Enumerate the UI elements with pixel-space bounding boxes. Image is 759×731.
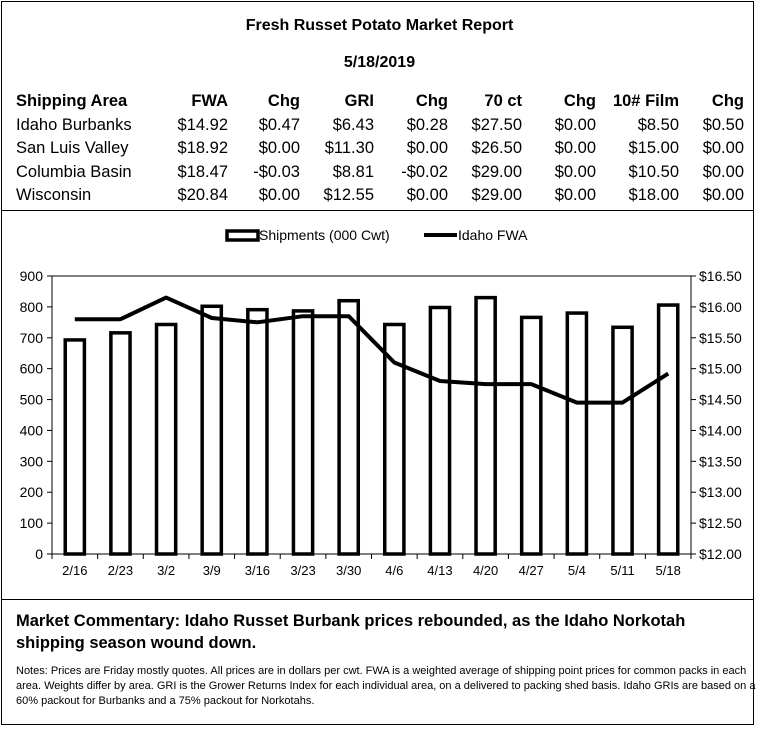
x-axis-tick-label: 5/11: [610, 563, 635, 578]
cell: -$0.03: [253, 162, 300, 181]
left-axis-tick-label: 300: [19, 453, 43, 470]
cell: $12.55: [323, 186, 374, 205]
x-axis-tick-label: 4/6: [385, 563, 404, 578]
left-axis-tick-label: 800: [19, 298, 43, 315]
x-axis-tick-label: 3/16: [244, 563, 271, 578]
cell: $27.50: [471, 115, 522, 134]
legend-swatch-shipments: [227, 231, 258, 240]
left-axis-tick-label: 900: [19, 268, 43, 284]
cell: $0.00: [702, 162, 744, 181]
cell: $20.84: [177, 186, 228, 205]
right-axis-tick-label: $16.50: [699, 268, 742, 284]
x-axis-tick-label: 4/27: [518, 563, 544, 578]
shipments-bar: [659, 305, 678, 554]
report-date: 5/18/2019: [343, 54, 416, 71]
shipments-bar: [293, 311, 312, 554]
left-axis-tick-label: 400: [19, 422, 43, 439]
x-axis-tick-label: 2/16: [62, 563, 88, 578]
x-axis-tick-label: 5/4: [567, 563, 586, 578]
table-row: [16, 184, 744, 208]
shipments-bar: [65, 340, 84, 554]
header-gri: GRI: [344, 92, 374, 111]
cell: $0.00: [406, 186, 448, 205]
cell: $0.00: [554, 186, 596, 205]
cell: $11.30: [324, 139, 374, 158]
cell: $0.28: [406, 115, 448, 134]
x-axis-tick-label: 2/23: [107, 563, 134, 578]
right-axis-tick-label: $12.50: [699, 515, 742, 532]
cell: $10.50: [628, 162, 679, 181]
shipments-bar: [613, 327, 632, 554]
cell: $26.50: [471, 139, 522, 158]
cell: $15.00: [628, 139, 679, 158]
shipments-bar: [202, 306, 221, 554]
shipments-bar: [567, 313, 586, 554]
header-fwa: FWA: [191, 92, 228, 111]
right-axis-tick-label: $14.50: [699, 391, 742, 408]
cell: $0.00: [702, 139, 744, 158]
cell: $0.00: [406, 139, 448, 158]
x-axis-tick-label: 4/20: [472, 563, 499, 578]
x-axis-tick-label: 3/2: [157, 563, 176, 578]
table-row: [16, 114, 744, 138]
shipments-bar: [157, 324, 176, 554]
x-axis-tick-label: 3/9: [202, 563, 221, 578]
right-axis-tick-label: $15.00: [699, 360, 742, 377]
shipments-bar: [385, 324, 404, 554]
cell: $0.00: [258, 139, 300, 158]
shipments-fwa-chart: [0, 210, 759, 600]
shipments-bar: [111, 333, 130, 554]
shipments-bar: [476, 298, 495, 554]
cell: $0.00: [554, 115, 596, 134]
cell: Wisconsin: [16, 186, 92, 205]
header-fwa-chg: Chg: [267, 92, 300, 111]
cell: $18.47: [177, 162, 228, 181]
shipments-bar: [430, 308, 449, 554]
table-header-row: [16, 90, 744, 114]
cell: $18.92: [177, 139, 228, 158]
cell: $8.81: [332, 162, 374, 181]
right-axis-tick-label: $12.00: [699, 546, 742, 562]
cell: $0.47: [258, 115, 300, 134]
table-row: [16, 137, 744, 161]
cell: $0.00: [554, 139, 596, 158]
left-axis-tick-label: 200: [19, 484, 43, 501]
x-axis-tick-label: 3/30: [336, 563, 362, 578]
header-film-chg: Chg: [711, 92, 744, 111]
cell: $14.92: [177, 115, 228, 134]
cell: Columbia Basin: [16, 162, 132, 181]
report-title: Fresh Russet Potato Market Report: [245, 17, 514, 34]
left-axis-tick-label: 700: [19, 329, 43, 346]
legend-label-shipments: Shipments (000 Cwt): [259, 227, 390, 243]
left-axis-tick-label: 0: [35, 546, 43, 562]
x-axis-tick-label: 5/18: [655, 563, 681, 578]
market-table: [16, 90, 744, 208]
x-axis-tick-label: 3/23: [290, 563, 316, 578]
header-10lb-film: 10# Film: [612, 92, 679, 111]
cell: San Luis Valley: [16, 139, 129, 158]
header-shipping-area: Shipping Area: [16, 92, 128, 111]
right-axis-tick-label: $13.50: [699, 453, 742, 470]
shipments-bar: [248, 310, 267, 554]
left-axis-tick-label: 100: [19, 515, 43, 532]
header-gri-chg: Chg: [415, 92, 448, 111]
cell: -$0.02: [401, 162, 448, 181]
header-70ct-chg: Chg: [563, 92, 596, 111]
cell: $0.00: [258, 186, 300, 205]
header-70ct: 70 ct: [484, 92, 522, 111]
cell: $18.00: [628, 186, 679, 205]
cell: $29.00: [471, 162, 522, 181]
shipments-bar: [522, 317, 541, 554]
right-axis-tick-label: $14.00: [699, 422, 742, 439]
shipments-bar: [339, 301, 358, 554]
cell: Idaho Burbanks: [16, 115, 132, 134]
market-commentary: Market Commentary: Idaho Russet Burbank prices rebounded, as the Idaho Norkotah shipping season wound down.: [16, 612, 686, 652]
left-axis-tick-label: 600: [19, 360, 43, 377]
x-axis-tick-label: 4/13: [427, 563, 453, 578]
cell: $0.50: [702, 115, 744, 134]
cell: $6.43: [332, 115, 374, 134]
cell: $8.50: [637, 115, 679, 134]
legend-label-idaho-fwa: Idaho FWA: [458, 227, 528, 243]
cell: $0.00: [702, 186, 744, 205]
plot-area: [52, 276, 691, 554]
table-row: [16, 161, 744, 185]
right-axis-tick-label: $13.00: [699, 484, 742, 501]
report-notes: Notes: Prices are Friday mostly quotes. All prices are in dollars per cwt. FWA is a weighted average of shipping point prices for common packs in each area. Weights differ by area. GRI is the Grower Returns Index for each individual area, on a delivered to packing shed basis. Idaho GRIs are based on a 60% packout for Burbanks and a 75% packout for Norkotahs.: [16, 665, 756, 707]
cell: $29.00: [471, 186, 522, 205]
right-axis-tick-label: $16.00: [699, 298, 742, 315]
cell: $0.00: [554, 162, 596, 181]
left-axis-tick-label: 500: [19, 391, 43, 408]
right-axis-tick-label: $15.50: [699, 329, 742, 346]
